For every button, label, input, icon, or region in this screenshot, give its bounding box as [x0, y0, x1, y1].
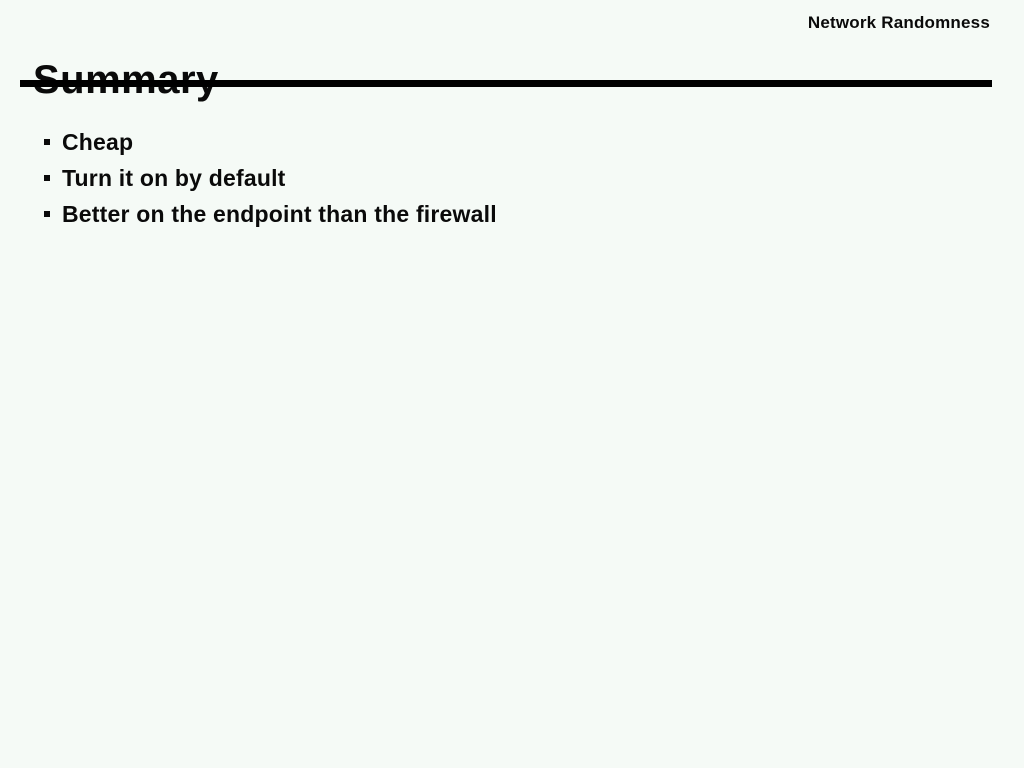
bullet-item: [44, 160, 497, 196]
title-underline-rule: [20, 80, 992, 87]
bullet-item: [44, 124, 497, 160]
bullet-item: [44, 196, 497, 232]
deck-title: Network Randomness: [807, 13, 990, 32]
bullet-square-icon: [44, 175, 50, 181]
bullet-label: Cheap: [62, 128, 134, 155]
bullet-square-icon: [44, 211, 50, 217]
bullet-list: [44, 124, 497, 232]
bullet-label: Better on the endpoint than the firewall: [62, 200, 497, 227]
bullet-square-icon: [44, 139, 50, 145]
bullet-label: Turn it on by default: [62, 164, 286, 191]
